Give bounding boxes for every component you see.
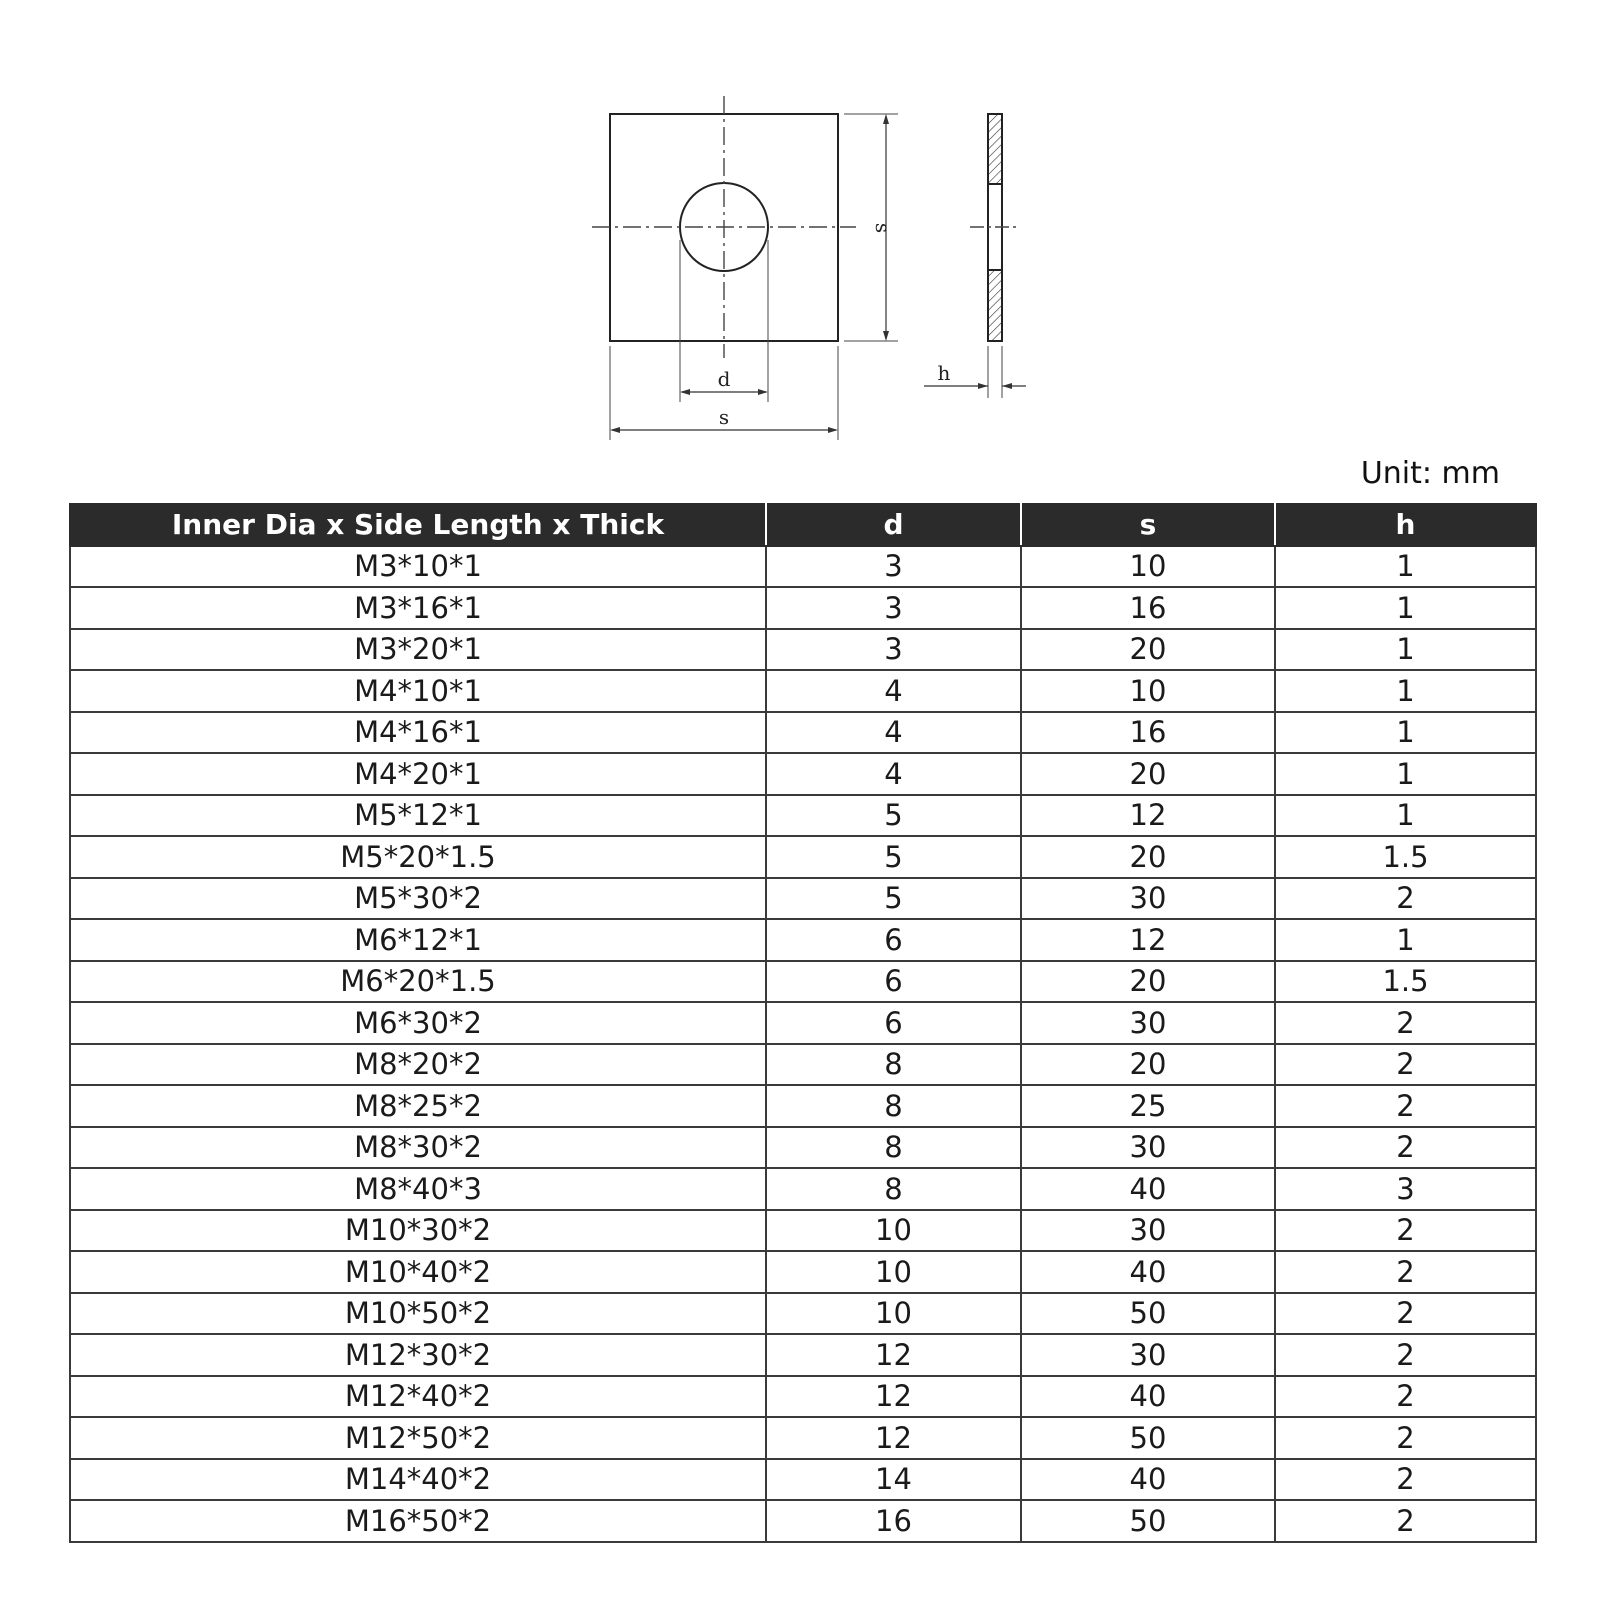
s-cell: 16: [1021, 712, 1275, 754]
size-cell: M10*40*2: [70, 1251, 766, 1293]
h-arrow-right: [1002, 383, 1012, 389]
d-cell: 6: [766, 1002, 1021, 1044]
h-cell: 1: [1275, 795, 1536, 837]
table-row: [70, 1251, 1536, 1293]
d-label: d: [717, 367, 731, 391]
s-cell: 20: [1021, 1044, 1275, 1086]
table-row: [70, 1044, 1536, 1086]
h-cell: 1: [1275, 712, 1536, 754]
d-cell: 10: [766, 1210, 1021, 1252]
table-row: [70, 629, 1536, 671]
table-row: [70, 836, 1536, 878]
s-cell: 30: [1021, 1210, 1275, 1252]
size-cell: M5*20*1.5: [70, 836, 766, 878]
d-cell: 4: [766, 670, 1021, 712]
table-row: [70, 1210, 1536, 1252]
size-cell: M8*20*2: [70, 1044, 766, 1086]
d-cell: 4: [766, 712, 1021, 754]
d-cell: 14: [766, 1459, 1021, 1501]
h-cell: 1: [1275, 587, 1536, 629]
unit-label: Unit: mm: [1360, 456, 1500, 491]
size-cell: M10*30*2: [70, 1210, 766, 1252]
table-row: [70, 587, 1536, 629]
size-cell: M3*20*1: [70, 629, 766, 671]
h-cell: 2: [1275, 1210, 1536, 1252]
s-cell: 30: [1021, 1127, 1275, 1169]
size-cell: M6*20*1.5: [70, 961, 766, 1003]
s-cell: 40: [1021, 1168, 1275, 1210]
size-cell: M12*30*2: [70, 1334, 766, 1376]
h-cell: 1: [1275, 919, 1536, 961]
table-row: [70, 961, 1536, 1003]
d-cell: 5: [766, 795, 1021, 837]
s-cell: 20: [1021, 961, 1275, 1003]
size-cell: M8*30*2: [70, 1127, 766, 1169]
size-cell: M10*50*2: [70, 1293, 766, 1335]
d-cell: 12: [766, 1334, 1021, 1376]
size-cell: M12*50*2: [70, 1417, 766, 1459]
header-row: [70, 504, 1536, 546]
d-cell: 8: [766, 1168, 1021, 1210]
d-cell: 12: [766, 1417, 1021, 1459]
table-row: [70, 1168, 1536, 1210]
s-side-label: s: [871, 222, 895, 234]
h-cell: 2: [1275, 878, 1536, 920]
table-row: [70, 1459, 1536, 1501]
table-row: [70, 1417, 1536, 1459]
d-cell: 3: [766, 587, 1021, 629]
s-bottom-label: s: [718, 405, 730, 429]
size-cell: M4*20*1: [70, 753, 766, 795]
size-cell: M6*12*1: [70, 919, 766, 961]
h-cell: 1.5: [1275, 836, 1536, 878]
s-arrow-left: [610, 427, 620, 433]
s-cell: 40: [1021, 1251, 1275, 1293]
table-row: [70, 670, 1536, 712]
table-row: [70, 1002, 1536, 1044]
spec-table: [69, 503, 1537, 1543]
table-row: [70, 1085, 1536, 1127]
d-cell: 10: [766, 1251, 1021, 1293]
h-cell: 2: [1275, 1459, 1536, 1501]
s-cell: 30: [1021, 1334, 1275, 1376]
h-cell: 2: [1275, 1085, 1536, 1127]
h-cell: 2: [1275, 1293, 1536, 1335]
table-row: [70, 753, 1536, 795]
d-cell: 12: [766, 1376, 1021, 1418]
h-cell: 2: [1275, 1417, 1536, 1459]
table-row: [70, 1334, 1536, 1376]
d-arrow-right: [758, 389, 768, 395]
size-cell: M5*12*1: [70, 795, 766, 837]
h-cell: 2: [1275, 1376, 1536, 1418]
h-cell: 2: [1275, 1251, 1536, 1293]
s-cell: 20: [1021, 836, 1275, 878]
table-row: [70, 712, 1536, 754]
d-cell: 6: [766, 961, 1021, 1003]
size-cell: M5*30*2: [70, 878, 766, 920]
s-cell: 10: [1021, 546, 1275, 588]
s-cell: 50: [1021, 1417, 1275, 1459]
s-cell: 30: [1021, 878, 1275, 920]
size-cell: M16*50*2: [70, 1500, 766, 1542]
d-cell: 3: [766, 546, 1021, 588]
s-cell: 20: [1021, 629, 1275, 671]
h-cell: 3: [1275, 1168, 1536, 1210]
d-cell: 10: [766, 1293, 1021, 1335]
front-view: [592, 96, 898, 440]
s-side-arrow-top: [883, 114, 889, 124]
d-arrow-left: [680, 389, 690, 395]
s-cell: 12: [1021, 919, 1275, 961]
h-cell: 1.5: [1275, 961, 1536, 1003]
h-cell: 1: [1275, 753, 1536, 795]
table-row: [70, 546, 1536, 588]
d-cell: 4: [766, 753, 1021, 795]
d-cell: 5: [766, 878, 1021, 920]
size-cell: M3*10*1: [70, 546, 766, 588]
h-cell: 1: [1275, 629, 1536, 671]
d-cell: 8: [766, 1044, 1021, 1086]
size-cell: M8*40*3: [70, 1168, 766, 1210]
d-cell: 6: [766, 919, 1021, 961]
s-cell: 40: [1021, 1459, 1275, 1501]
s-side-arrow-bottom: [883, 331, 889, 341]
size-cell: M6*30*2: [70, 1002, 766, 1044]
size-cell: M3*16*1: [70, 587, 766, 629]
d-cell: 16: [766, 1500, 1021, 1542]
h-cell: 2: [1275, 1044, 1536, 1086]
h-arrow-left: [978, 383, 988, 389]
table-row: [70, 1293, 1536, 1335]
size-cell: M4*16*1: [70, 712, 766, 754]
h-cell: 2: [1275, 1334, 1536, 1376]
s-cell: 40: [1021, 1376, 1275, 1418]
side-view: [924, 114, 1026, 398]
table-row: [70, 878, 1536, 920]
table-row: [70, 1376, 1536, 1418]
s-cell: 30: [1021, 1002, 1275, 1044]
header-s: s: [1021, 504, 1275, 546]
d-cell: 8: [766, 1085, 1021, 1127]
header-size: Inner Dia x Side Length x Thick: [70, 504, 766, 546]
table-row: [70, 795, 1536, 837]
technical-drawing: [0, 0, 1600, 460]
size-cell: M4*10*1: [70, 670, 766, 712]
h-cell: 2: [1275, 1127, 1536, 1169]
s-cell: 16: [1021, 587, 1275, 629]
h-cell: 2: [1275, 1500, 1536, 1542]
s-cell: 10: [1021, 670, 1275, 712]
h-cell: 1: [1275, 546, 1536, 588]
h-cell: 2: [1275, 1002, 1536, 1044]
h-cell: 1: [1275, 670, 1536, 712]
header-h: h: [1275, 504, 1536, 546]
size-cell: M14*40*2: [70, 1459, 766, 1501]
d-cell: 5: [766, 836, 1021, 878]
header-d: d: [766, 504, 1021, 546]
table-row: [70, 1500, 1536, 1542]
table-body: [70, 546, 1536, 1542]
size-cell: M8*25*2: [70, 1085, 766, 1127]
table-row: [70, 919, 1536, 961]
s-cell: 50: [1021, 1293, 1275, 1335]
h-label: h: [937, 361, 951, 385]
s-cell: 12: [1021, 795, 1275, 837]
size-cell: M12*40*2: [70, 1376, 766, 1418]
d-cell: 3: [766, 629, 1021, 671]
d-cell: 8: [766, 1127, 1021, 1169]
s-cell: 20: [1021, 753, 1275, 795]
table-row: [70, 1127, 1536, 1169]
s-cell: 50: [1021, 1500, 1275, 1542]
s-arrow-right: [828, 427, 838, 433]
side-lower-section: [988, 270, 1002, 341]
side-upper-section: [988, 114, 1002, 184]
s-cell: 25: [1021, 1085, 1275, 1127]
